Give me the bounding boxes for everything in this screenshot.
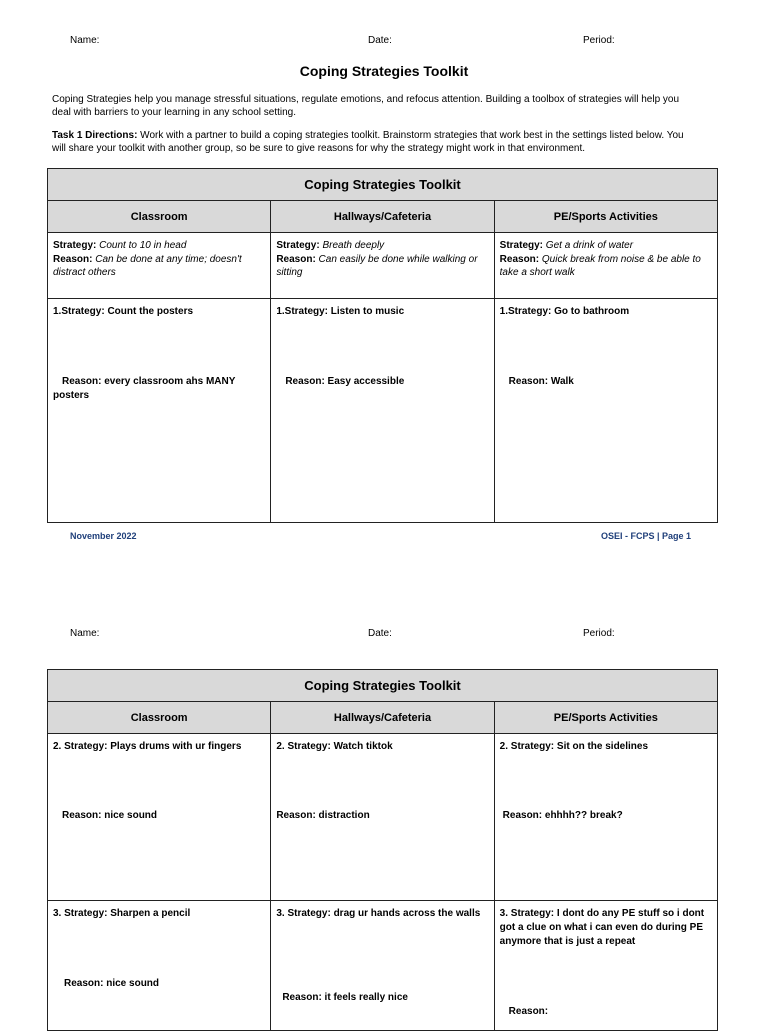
task-directions-label: Task 1 Directions: xyxy=(52,130,138,141)
column-header-classroom: Classroom xyxy=(48,201,271,233)
example-strategy: Get a drink of water xyxy=(543,240,634,251)
entry-cell-hallways-1[interactable] xyxy=(271,299,494,523)
name-label: Name: xyxy=(70,628,100,639)
example-cell-pe xyxy=(494,233,717,299)
entry-strategy: 1.Strategy: Count the posters xyxy=(53,306,194,317)
entry-strategy: 3. Strategy: drag ur hands across the walls xyxy=(276,908,481,919)
entry-strategy: 2. Strategy: Watch tiktok xyxy=(276,741,393,752)
example-strategy: Count to 10 in head xyxy=(96,240,187,251)
task-directions-text: Work with a partner to build a coping strategies toolkit. Brainstorm strategies that work best in the settings listed below. You will share your toolkit with another group, so be sure to give reasons for why the strategy might work in that environment. xyxy=(52,130,684,154)
entry-reason: Reason: it feels really nice xyxy=(282,992,408,1003)
entry-reason: Reason: Easy accessible xyxy=(285,376,405,387)
column-header-pe: PE/Sports Activities xyxy=(494,702,717,734)
table-title: Coping Strategies Toolkit xyxy=(48,670,718,702)
entry-reason: Reason: nice sound xyxy=(64,978,160,989)
column-header-pe: PE/Sports Activities xyxy=(494,201,717,233)
entry-strategy: 3. Strategy: Sharpen a pencil xyxy=(53,908,191,919)
page-title: Coping Strategies Toolkit xyxy=(299,63,469,79)
entry-strategy: 2. Strategy: Sit on the sidelines xyxy=(499,741,649,752)
name-label: Name: xyxy=(70,35,100,46)
date-label: Date: xyxy=(368,628,392,639)
period-label: Period: xyxy=(583,628,615,639)
column-header-hallways: Hallways/Cafeteria xyxy=(271,702,494,734)
footer-date: November 2022 xyxy=(70,531,137,541)
entry-cell-hallways-2[interactable] xyxy=(271,734,494,901)
period-label: Period: xyxy=(583,35,615,46)
column-header-classroom: Classroom xyxy=(48,702,271,734)
entry-cell-pe-3[interactable] xyxy=(494,901,717,1031)
entry-strategy: 1.Strategy: Go to bathroom xyxy=(499,306,630,317)
entry-cell-pe-1[interactable] xyxy=(494,299,717,523)
example-strategy-label: Strategy: xyxy=(276,240,320,251)
toolkit-table xyxy=(47,168,718,523)
entry-strategy: 2. Strategy: Plays drums with ur fingers xyxy=(53,741,242,752)
example-reason-label: Reason: xyxy=(53,253,93,265)
toolkit-table xyxy=(47,669,718,1031)
intro-paragraph: Coping Strategies help you manage stressful situations, regulate emotions, and refocus attention. Building a toolbox of strategies will help you deal with barriers to your learning in any school setting. xyxy=(52,94,680,118)
entry-reason: Reason: xyxy=(508,1006,549,1017)
entry-cell-classroom-3[interactable] xyxy=(48,901,271,1031)
example-strategy-label: Strategy: xyxy=(499,240,544,251)
example-reason: Can easily be done while walking or sitting xyxy=(276,253,478,278)
entry-reason: Reason: distraction xyxy=(276,810,370,821)
example-cell-hallways xyxy=(271,233,494,299)
table-title: Coping Strategies Toolkit xyxy=(48,169,718,201)
column-header-hallways: Hallways/Cafeteria xyxy=(271,201,494,233)
example-strategy: Breath deeply xyxy=(319,240,385,251)
footer-page: OSEI - FCPS | Page 1 xyxy=(600,531,691,541)
entry-strategy: 1.Strategy: Listen to music xyxy=(276,306,405,317)
entry-cell-pe-2[interactable] xyxy=(494,734,717,901)
example-reason: Can be done at any time; doesn't distract others xyxy=(53,253,242,278)
entry-cell-hallways-3[interactable] xyxy=(271,901,494,1031)
entry-cell-classroom-2[interactable] xyxy=(48,734,271,901)
entry-reason: Reason: nice sound xyxy=(62,810,158,821)
date-label: Date: xyxy=(368,35,392,46)
entry-reason: Reason: ehhhh?? break? xyxy=(502,810,623,821)
example-strategy-label: Strategy: xyxy=(53,240,97,251)
example-reason-label: Reason: xyxy=(499,253,540,265)
entry-reason: Reason: every classroom ahs MANY posters xyxy=(53,376,236,401)
example-cell-classroom xyxy=(48,233,271,299)
task-directions xyxy=(52,129,692,155)
entry-reason: Reason: Walk xyxy=(508,376,574,387)
example-reason-label: Reason: xyxy=(276,253,316,265)
entry-strategy: 3. Strategy: I dont do any PE stuff so i dont got a clue on what i can even do during PE anymore that is just a repeat xyxy=(499,908,705,947)
example-reason: Quick break from noise & be able to take a short walk xyxy=(499,253,701,278)
entry-cell-classroom-1[interactable] xyxy=(48,299,271,523)
